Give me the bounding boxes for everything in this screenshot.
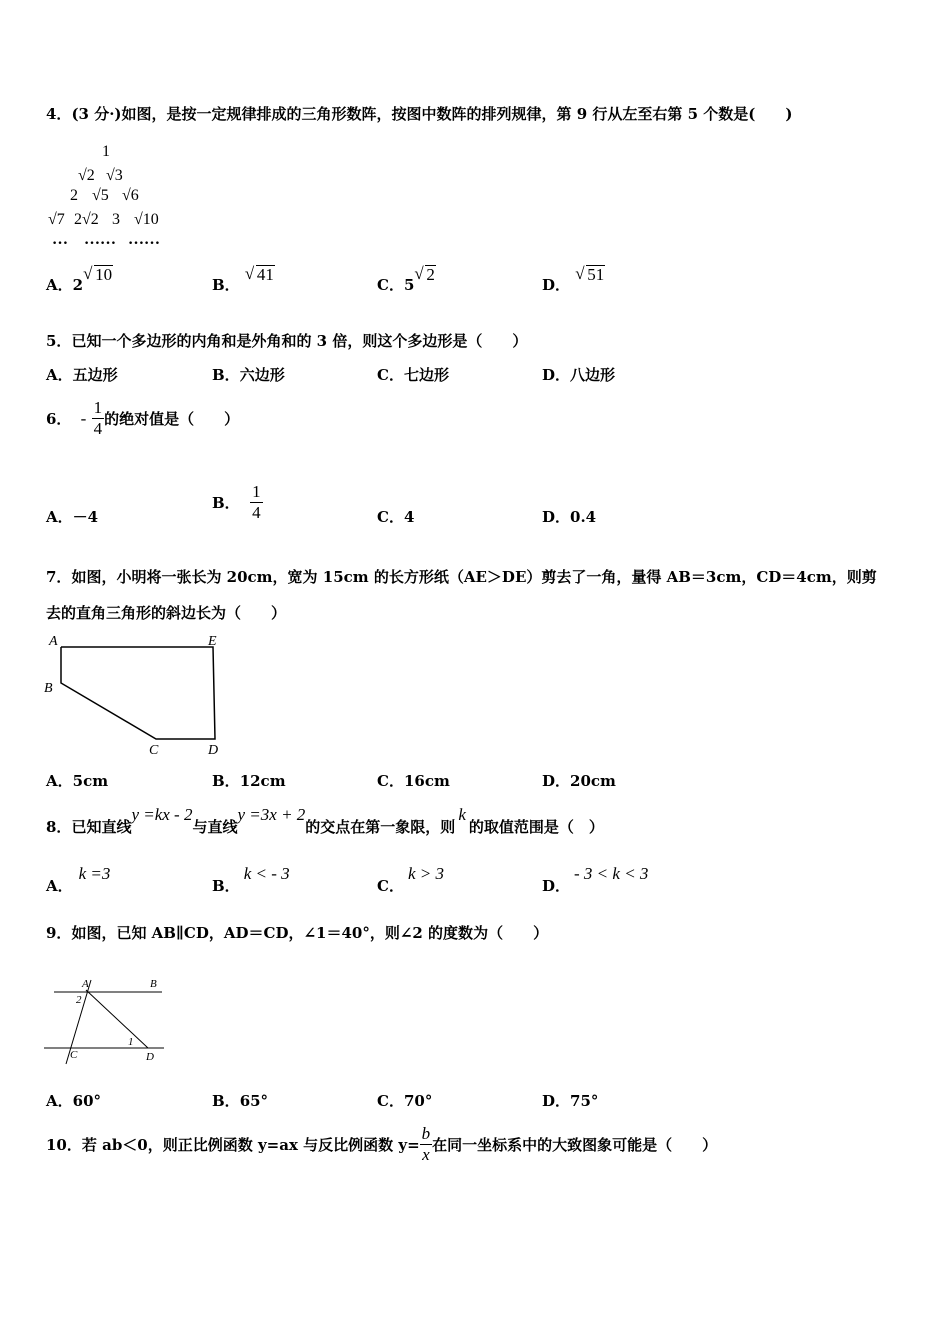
array-item: √3: [106, 167, 123, 184]
point-label-b: B: [44, 681, 53, 696]
option-b[interactable]: B．k < - 3: [212, 864, 290, 895]
option-d[interactable]: D．- 3 < k < 3: [542, 864, 649, 895]
array-item: √2: [78, 167, 95, 184]
array-item: √5: [92, 187, 109, 204]
sqrt-expression: √ 51: [575, 264, 605, 284]
option-c[interactable]: [377, 264, 436, 295]
question-text: 如图，小明将一张长为 20cm，宽为 15cm 的长方形纸（AE＞DE）剪去了一角，量得 AB＝3cm，CD＝4cm，则剪: [71, 568, 877, 586]
fraction-numerator: b: [421, 1124, 431, 1143]
option-coef: 5: [403, 276, 415, 294]
fraction-numerator: 1: [93, 398, 103, 417]
question-number: 5．: [46, 332, 72, 350]
radicand: 10: [95, 265, 113, 284]
array-dots: ……: [128, 231, 160, 248]
parallel-lines-figure: [40, 972, 170, 1067]
question-4: [46, 103, 792, 124]
option-b[interactable]: B． $\frac{1}{4}$: [212, 482, 261, 522]
question-number: 9．: [46, 924, 72, 942]
option-c[interactable]: C．16cm: [377, 772, 450, 790]
fraction-denominator: 4: [252, 503, 261, 522]
array-item: 2: [70, 187, 78, 204]
question-number: 7．: [46, 568, 72, 586]
question-text: 若 ab＜0，则正比例函数 y=ax 与反比例函数 y=: [81, 1136, 420, 1154]
fraction: [250, 482, 263, 523]
option-b[interactable]: B．65°: [212, 1092, 269, 1110]
array-item: 2√2: [74, 211, 99, 228]
equation-2: y =3x + 2: [237, 805, 306, 824]
option-c[interactable]: C．4: [377, 508, 415, 526]
question-number: 6．: [46, 410, 72, 428]
question-text: 的交点在第一象限，则: [305, 818, 456, 836]
point-label-e: E: [208, 634, 217, 649]
option-a[interactable]: A．k =3: [46, 864, 111, 895]
question-7-line-2: [46, 602, 286, 623]
question-6: [46, 398, 239, 439]
question-9: [46, 922, 548, 943]
radicand: 2: [426, 265, 435, 284]
option-b[interactable]: [212, 264, 275, 295]
option-b[interactable]: B．六边形: [212, 366, 285, 384]
option-label: D．: [542, 276, 571, 294]
question-text: 已知一个多边形的内角和是外角和的 3 倍，则这个多边形是（ ）: [71, 332, 528, 350]
question-text: 在同一坐标系中的大致图象可能是（ ）: [432, 1136, 718, 1154]
array-item: 1: [102, 143, 110, 160]
option-a[interactable]: A．－4: [46, 508, 99, 526]
fraction-numerator: 1: [252, 482, 261, 501]
point-label-a: A: [49, 634, 58, 649]
array-dots: …: [52, 231, 68, 248]
fraction-denominator: 4: [93, 419, 103, 438]
figure-outline: [61, 647, 215, 739]
option-d[interactable]: D．75°: [542, 1092, 599, 1110]
option-c[interactable]: C．七边形: [377, 366, 449, 384]
point-label-d: D: [146, 1051, 154, 1063]
option-a[interactable]: A．60°: [46, 1092, 102, 1110]
option-coef: 2: [72, 276, 84, 294]
option-label: C．: [377, 276, 404, 294]
option-d[interactable]: D．八边形: [542, 366, 616, 384]
question-7-line-1: [46, 566, 877, 587]
question-number: 4．: [46, 105, 72, 123]
point-label-c: C: [149, 743, 159, 758]
fraction: [420, 1124, 433, 1165]
radicand: 51: [587, 265, 605, 284]
question-5: [46, 330, 527, 351]
point-label-a: A: [82, 978, 89, 990]
array-item: 3: [112, 211, 120, 228]
sqrt-expression: √ 41: [244, 264, 274, 284]
equation-1: y =kx - 2: [131, 805, 193, 824]
option-d[interactable]: [542, 264, 605, 295]
option-b[interactable]: B．12cm: [212, 772, 286, 790]
question-text: 的绝对值是（ ）: [104, 410, 240, 428]
question-text: 如图，已知 AB∥CD，AD＝CD，∠1＝40°，则∠2 的度数为（ ）: [71, 924, 549, 942]
point-label-d: D: [208, 743, 219, 758]
angle-label-2: 2: [76, 994, 82, 1006]
point-label-b: B: [150, 978, 157, 990]
variable-k: k: [458, 805, 466, 824]
question-text: 已知直线: [71, 818, 132, 836]
triangle-number-array-figure: [44, 140, 174, 250]
array-item: √7: [48, 211, 65, 228]
fraction-denominator: x: [422, 1145, 430, 1164]
array-item: √6: [122, 187, 139, 204]
array-dots: ……: [84, 231, 116, 248]
option-d[interactable]: D．20cm: [542, 772, 616, 790]
question-8: [46, 805, 604, 837]
option-label: A．: [46, 276, 73, 294]
option-label: B．: [212, 276, 240, 294]
angle-label-1: 1: [128, 1036, 134, 1048]
fraction: [92, 398, 105, 439]
question-text: 去的直角三角形的斜边长为（ ）: [46, 604, 287, 622]
question-10: [46, 1124, 717, 1165]
option-a[interactable]: A．五边形: [46, 366, 118, 384]
question-number: 8．: [46, 818, 72, 836]
option-a[interactable]: A．5cm: [46, 772, 109, 790]
point-label-c: C: [70, 1049, 78, 1061]
option-c[interactable]: C．70°: [377, 1092, 433, 1110]
option-c[interactable]: C．k > 3: [377, 864, 444, 895]
segment-ad: [86, 990, 148, 1048]
option-d[interactable]: D．0.4: [542, 508, 597, 526]
array-item: √10: [134, 211, 159, 228]
question-number: 10．: [46, 1136, 82, 1154]
sqrt-expression: √ 2: [414, 264, 435, 284]
question-text: 的取值范围是（ ）: [468, 818, 604, 836]
question-text: 与直线: [192, 818, 238, 836]
minus-sign: -: [80, 408, 87, 428]
question-text: (3 分·)如图，是按一定规律排成的三角形数阵，按图中数阵的排列规律，第 9 行从左至右第 5 个数是( ): [71, 105, 793, 123]
radicand: 41: [256, 265, 274, 284]
sqrt-expression: √ 10: [83, 264, 113, 284]
option-a[interactable]: [46, 264, 113, 295]
cut-rectangle-figure: [40, 628, 240, 763]
